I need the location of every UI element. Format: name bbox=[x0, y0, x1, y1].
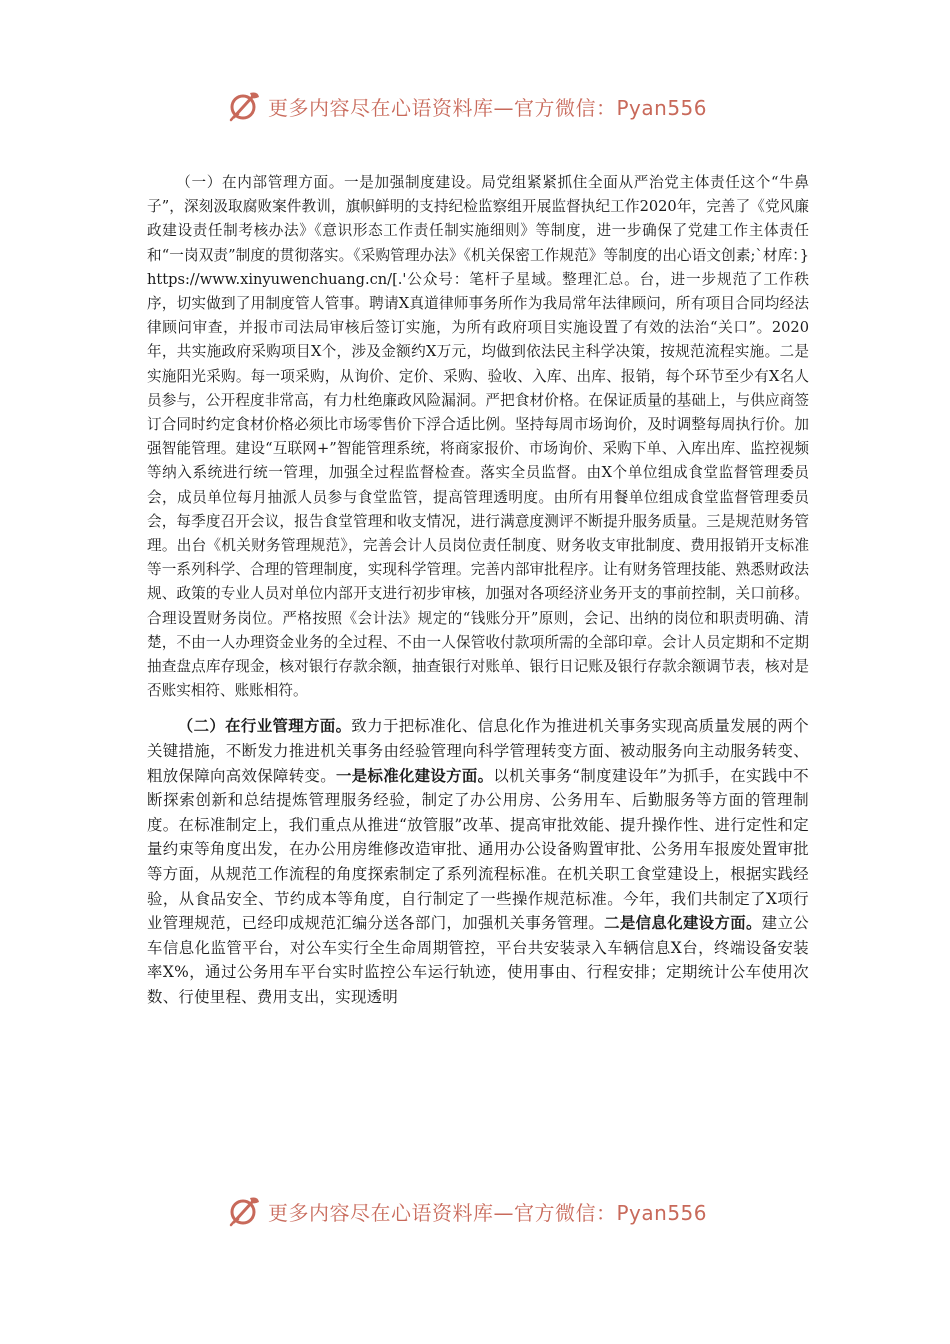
text-informatization: 建立公车信息化监管平台，对公车实行全生命周期管控，平台共安装录入车辆信息X台，终端设备安装率X%，通过公务用车平台实时监控公车运行轨迹，使用事由、行程安排；定期统计公车使用次数、行使里程、费用支出，实现透明 bbox=[147, 914, 809, 1006]
banner-text: 更多内容尽在心语资料库—官方微信：Pyan556 bbox=[268, 95, 708, 120]
brush-logo-icon bbox=[228, 1194, 262, 1228]
text-industry-intro: 致力于把标准化、信息化作为推进机关事务实现高质量发展的两个关键措施，不断发力推进机关事务由经验管理向科学管理转变方面、被动服务向主动服务转变、粗放保障向高效保障转变。 bbox=[147, 717, 809, 785]
heading-standardization: 一是标准化建设方面。 bbox=[335, 766, 494, 785]
banner-text: 更多内容尽在心语资料库—官方微信：Pyan556 bbox=[268, 1200, 708, 1225]
paragraph-internal-management: （一）在内部管理方面。一是加强制度建设。局党组紧紧抓住全面从严治党主体责任这个“牛鼻子”，深刻汲取腐败案件教训，旗帜鲜明的支持纪检监察组开展监督执纪工作2020年，完善了《党风廉政建设责任制考核办法》《意识形态工作责任制实施细则》等制度，进一步确保了党建工作主体责任和“一岗双责”制度的贯彻落实。《采购管理办法》《机关保密工作规范》等制度的出心语文创素;`材库：}https://www.xinyuwenchuang.cn/[.'公众号：笔杆子星域。整理汇总。台，进一步规范了工作秩序，切实做到了用制度管人管事。聘请X真道律师事务所作为我局常年法律顾问，所有项目合同均经法律顾问审查，并报市司法局审核后签订实施，为所有政府项目实施设置了有效的法治“关口”。2020年，共实施政府采购项目X个，涉及金额约X万元，均做到依法民主科学决策，按规范流程实施。二是实施阳光采购。每一项采购，从询价、定价、采购、验收、入库、出库、报销，每个环节至少有X名人员参与，公开程度非常高，有力杜绝廉政风险漏洞。严把食材价格。在保证质量的基础上，与供应商签订合同时约定食材价格必须比市场零售价下浮合适比例。坚持每周市场询价，及时调整每周执行价。加强智能管理。建设“互联网+”智能管理系统，将商家报价、市场询价、采购下单、入库出库、监控视频等纳入系统进行统一管理，加强全过程监督检查。落实全员监督。由X个单位组成食堂监督管理委员会，成员单位每月抽派人员参与食堂监管，提高管理透明度。由所有用餐单位组成食堂监督管理委员会，每季度召开会议，报告食堂管理和收支情况，进行满意度测评不断提升服务质量。三是规范财务管理。出台《机关财务管理规范》，完善会计人员岗位责任制度、财务收支审批制度、费用报销开支标准等一系列科学、合理的管理制度，实现科学管理。完善内部审批程序。让有财务管理技能、熟悉财政法规、政策的专业人员对单位内部开支进行初步审核，加强对各项经济业务开支的事前控制，关口前移。合理设置财务岗位。严格按照《会计法》规定的“钱账分开”原则，会记、出纳的岗位和职责明确、清楚，不由一人办理资金业务的全过程、不由一人保管收付款项所需的全部印章。会计人员定期和不定期抽查盘点库存现金，核对银行存款余额，抽查银行对账单、银行日记账及银行存款余额调节表，核对是否账实相符、账账相符。 bbox=[147, 174, 809, 700]
brush-logo-icon bbox=[228, 89, 262, 123]
document-body bbox=[147, 171, 809, 1010]
watermark-banner-bottom bbox=[228, 1191, 748, 1231]
heading-industry-management: （二）在行业管理方面。 bbox=[177, 717, 352, 736]
paragraph-industry-management bbox=[147, 714, 809, 1009]
heading-informatization: 二是信息化建设方面。 bbox=[604, 914, 762, 933]
watermark-banner-top bbox=[228, 86, 748, 126]
text-standardization: 以机关事务“制度建设年”为抓手，在实践中不断探索创新和总结提炼管理服务经验，制定了办公用房、公务用车、后勤服务等方面的管理制度。在标准制定上，我们重点从推进“放管服”改革、提高审批效能、提升操作性、进行定性和定量约束等角度出发，在办公用房维修改造审批、通用办公设备购置审批、公务用车报废处置审批等方面，从规范工作流程的角度探索制定了系列流程标准。在机关职工食堂建设上，根据实践经验，从食品安全、节约成本等角度，自行制定了一些操作规范标准。今年，我们共制定了X项行业管理规范，已经印成规范汇编分送各部门，加强机关事务管理。 bbox=[147, 766, 809, 933]
